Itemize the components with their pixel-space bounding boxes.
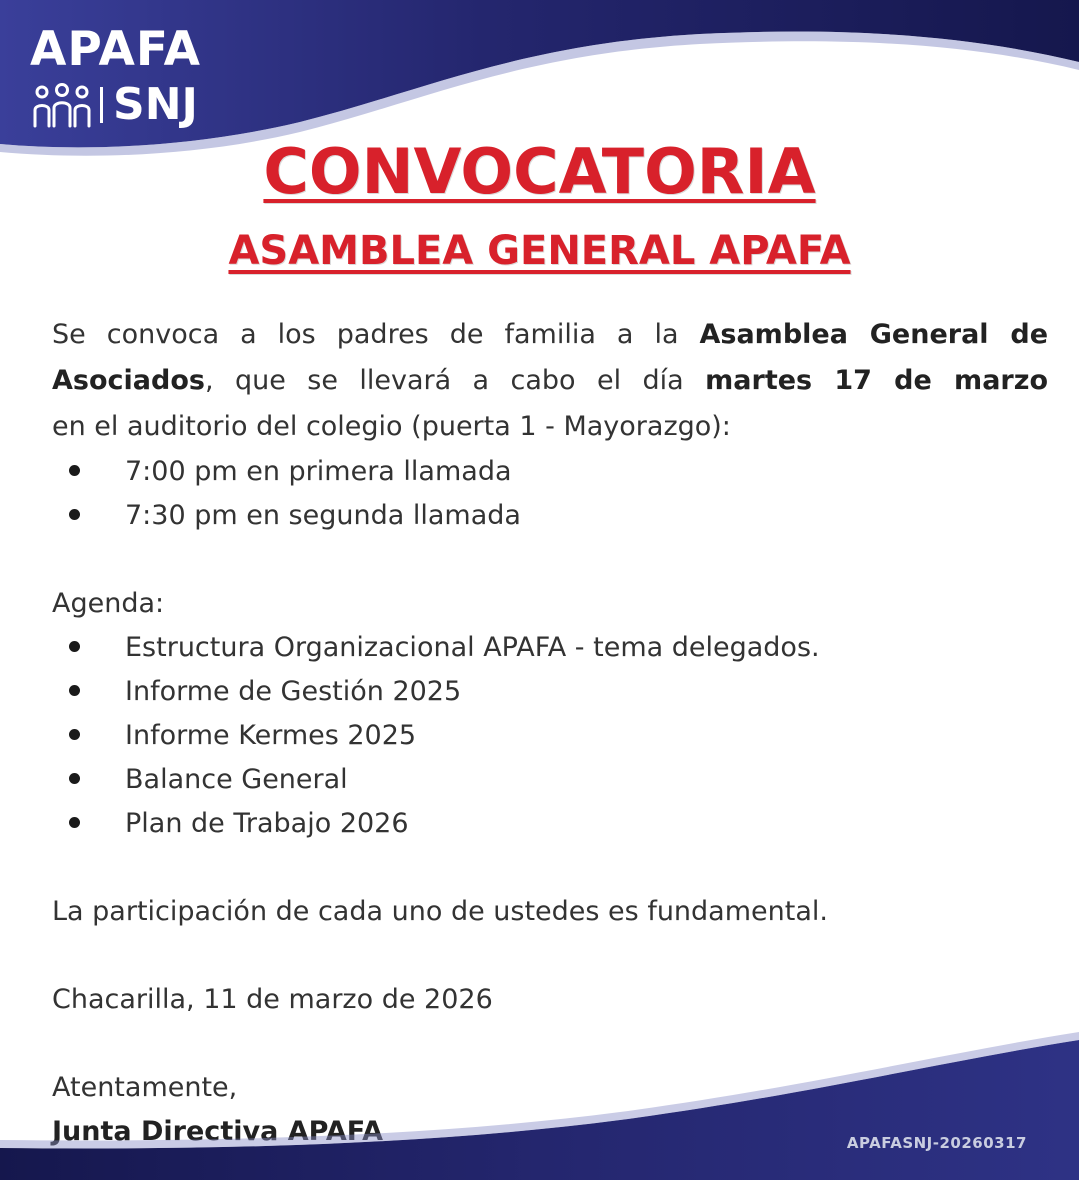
agenda-label: Agenda: xyxy=(52,588,165,619)
page-title: CONVOCATORIA xyxy=(263,135,816,208)
list-item: Informe Kermes 2025 xyxy=(52,714,1048,758)
list-item: Balance General xyxy=(52,758,1048,802)
people-group-icon xyxy=(30,82,94,128)
list-item: Estructura Organizacional APAFA - tema delegados. xyxy=(52,626,1048,670)
bullet-icon xyxy=(69,685,80,696)
list-item: Informe de Gestión 2025 xyxy=(52,670,1048,714)
agenda-list xyxy=(52,626,1048,846)
logo-snj-text: SNJ xyxy=(113,79,198,130)
bullet-icon xyxy=(69,641,80,652)
signer-name: Junta Directiva APAFA xyxy=(52,1116,384,1147)
bullet-icon xyxy=(69,729,80,740)
reference-code: APAFASNJ-20260317 xyxy=(846,1134,1027,1152)
list-item: 7:00 pm en primera llamada xyxy=(52,450,1048,494)
list-item: 7:30 pm en segunda llamada xyxy=(52,494,1048,538)
bullet-icon xyxy=(69,773,80,784)
list-item: Plan de Trabajo 2026 xyxy=(52,802,1048,846)
bullet-icon xyxy=(69,465,80,476)
logo-divider xyxy=(100,87,103,123)
intro-paragraph xyxy=(52,312,1048,450)
footer-wave xyxy=(0,1000,1079,1180)
place-date: Chacarilla, 11 de marzo de 2026 xyxy=(52,984,493,1015)
apafa-snj-logo xyxy=(30,24,201,130)
intro-line-2: Asociados, que se llevará a cabo el día martes 17 de marzo xyxy=(52,365,1048,396)
closing-statement: La participación de cada uno de ustedes es fundamental. xyxy=(52,896,828,927)
assembly-name-cont: Asociados xyxy=(52,365,205,396)
bullet-icon xyxy=(69,817,80,828)
bullet-icon xyxy=(69,509,80,520)
intro-line-1: Se convoca a los padres de familia a la Asamblea General de xyxy=(52,319,1049,350)
schedule-list xyxy=(52,450,1048,538)
intro-line-3: en el auditorio del colegio (puerta 1 - Mayorazgo): xyxy=(52,411,731,442)
logo-apafa-text: APAFA xyxy=(30,22,201,77)
signoff-greeting: Atentamente, xyxy=(52,1072,238,1103)
page-subtitle: ASAMBLEA GENERAL APAFA xyxy=(228,228,851,274)
assembly-name: Asamblea General de xyxy=(699,319,1049,350)
meeting-date: martes 17 de marzo xyxy=(705,365,1048,396)
